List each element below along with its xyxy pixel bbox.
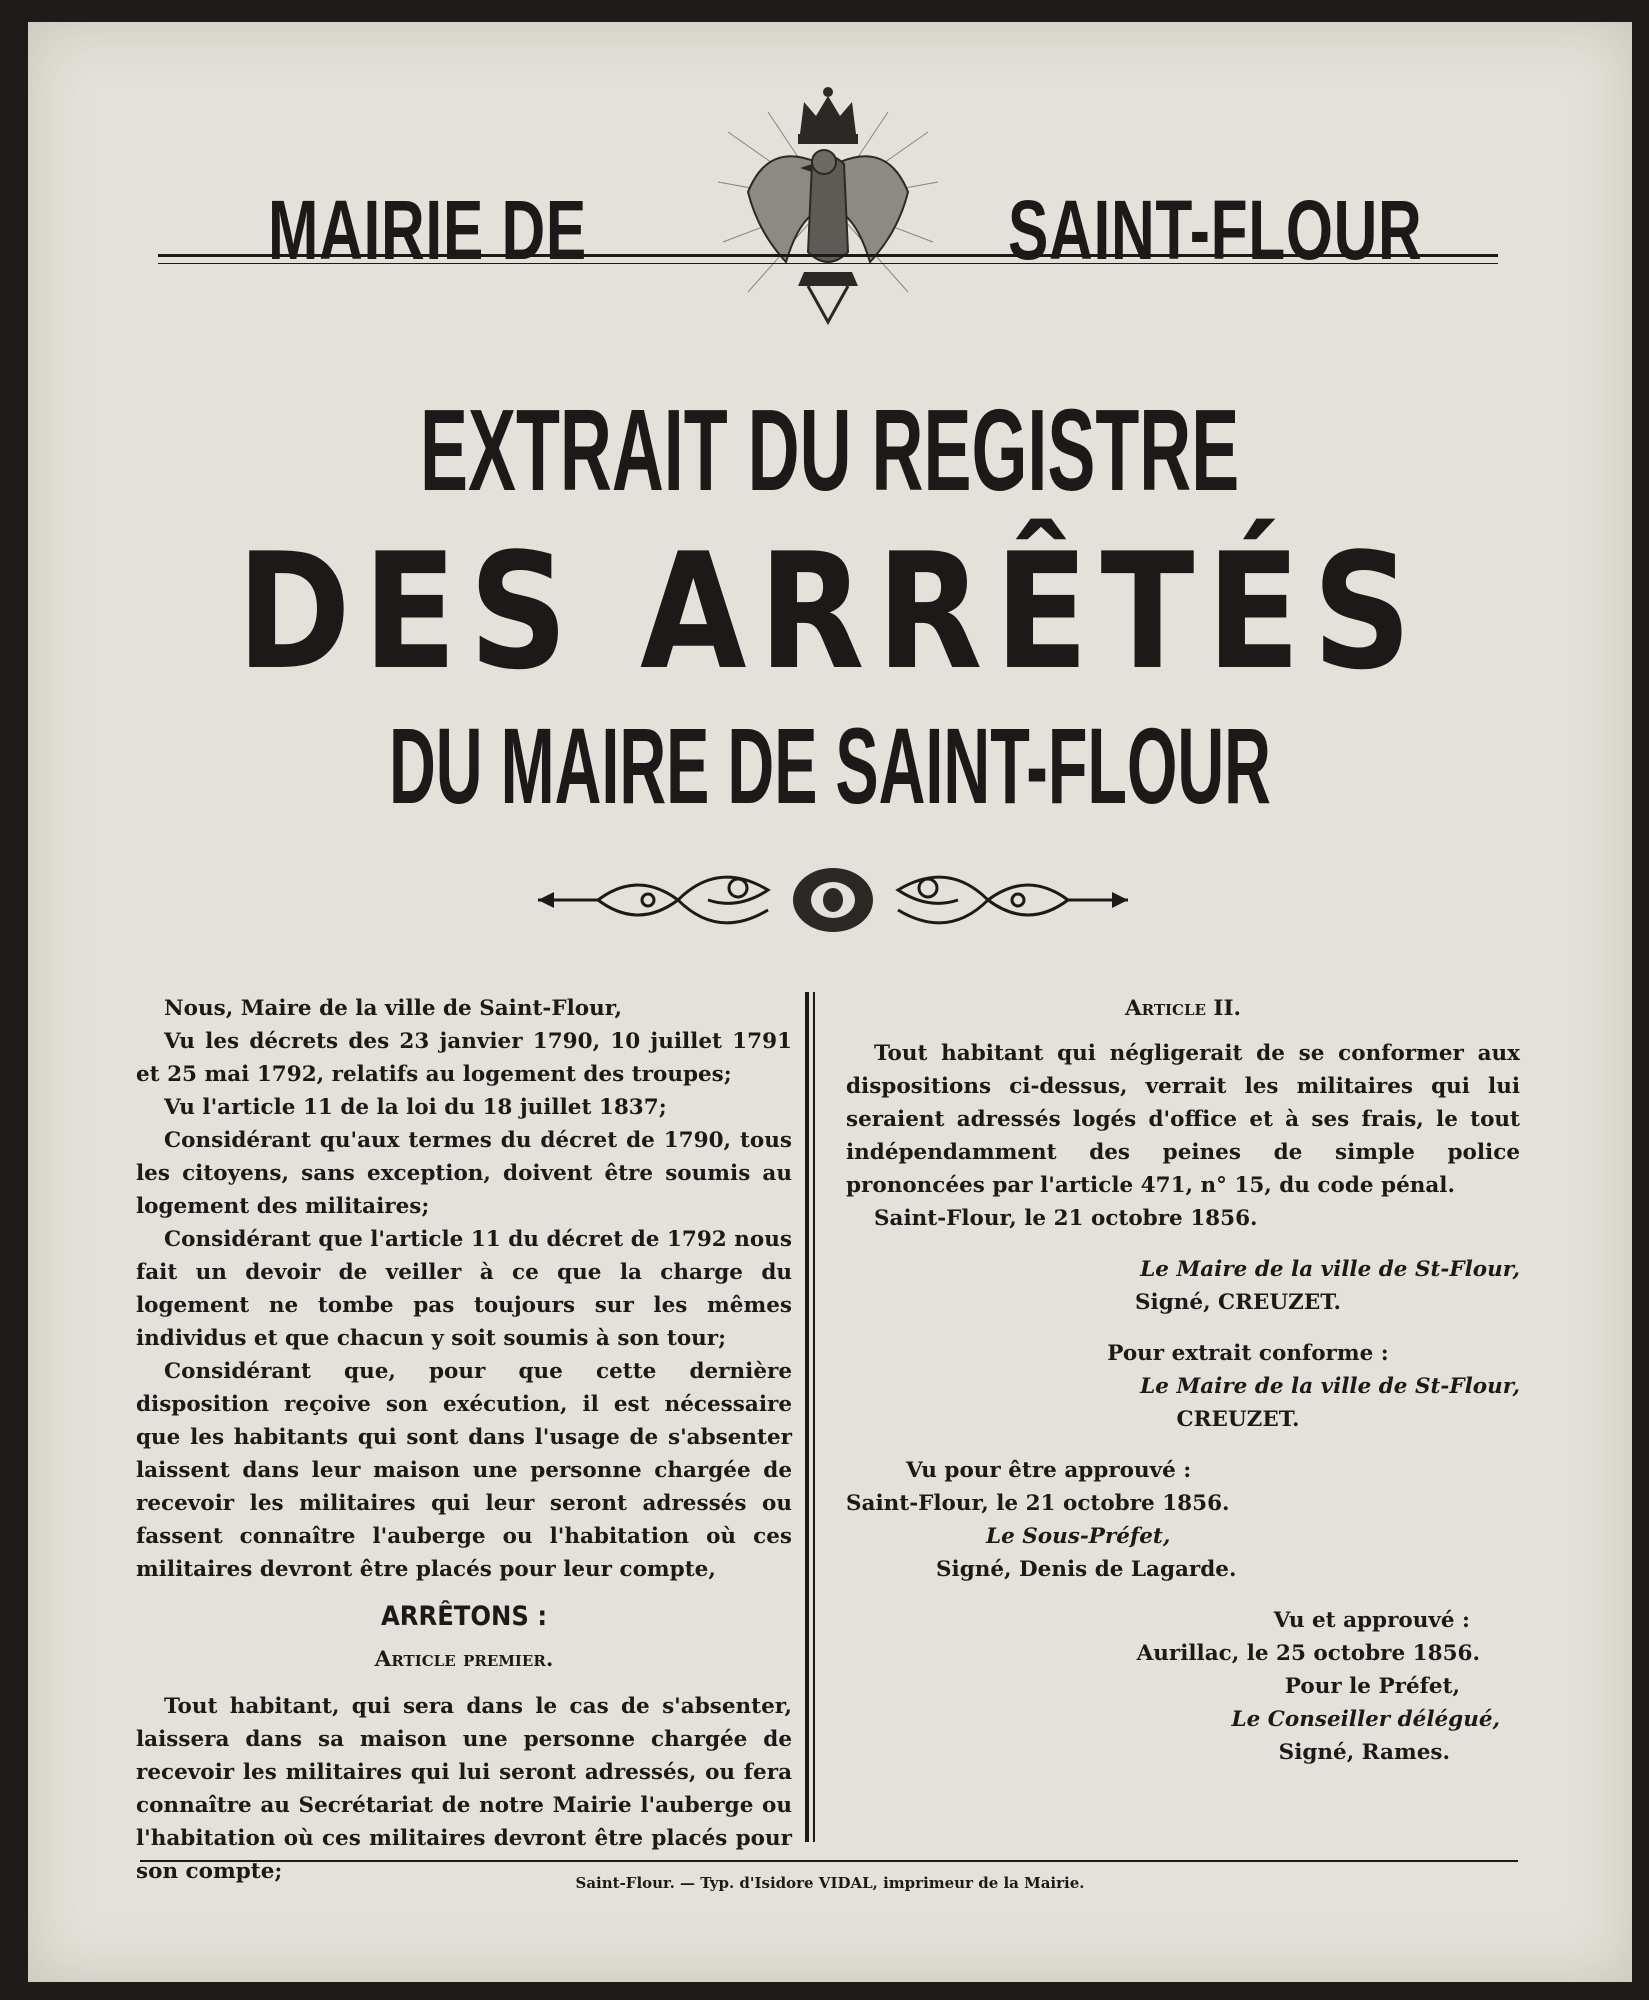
signature-1-title: Le Maire de la ville de St-Flour,	[1140, 1257, 1520, 1282]
extract-label: Pour extrait conforme :	[1107, 1341, 1389, 1366]
article-2-text: Tout habitant qui négligerait de se conformer aux dispositions ci-dessus, verrait les militaires qui lui seraient adressés logés d'office et à ses frais, le tout indépendamment des peines de simple police prononcées par l'article 471, n° 15, du code pénal.	[846, 1041, 1520, 1198]
date-aurillac: Aurillac, le 25 octobre 1856.	[1136, 1641, 1480, 1666]
footer-divider	[140, 1860, 1518, 1862]
date-saint-flour-2: Saint-Flour, le 21 octobre 1856.	[846, 1491, 1230, 1516]
header-divider	[158, 254, 1498, 264]
right-column	[846, 992, 1520, 1769]
left-column	[136, 992, 792, 1888]
column-divider	[805, 992, 815, 1842]
imperial-eagle-with-crown-icon	[708, 72, 948, 332]
councillor-name: Signé, Rames.	[1278, 1740, 1450, 1765]
article-2-heading: Article II.	[1124, 996, 1242, 1021]
title-line-1: EXTRAIT DU REGISTRE	[420, 385, 1240, 515]
prefect-label: Pour le Préfet,	[1284, 1674, 1460, 1699]
preamble-decrets: Vu les décrets des 23 janvier 1790, 10 juillet 1791 et 25 mai 1792, relatifs au logement des troupes;	[136, 1029, 792, 1087]
title-line-3: DU MAIRE DE SAINT-FLOUR	[388, 705, 1271, 826]
article-1-heading: Article premier.	[374, 1647, 554, 1672]
floral-scroll-ornament-icon	[538, 860, 1128, 940]
preamble-nous: Nous, Maire de la ville de Saint-Flour,	[164, 996, 622, 1021]
title-line-2: DES ARRÊTÉS	[236, 518, 1424, 705]
subprefect-title: Le Sous-Préfet,	[986, 1524, 1171, 1549]
signature-2-name: CREUZET.	[1176, 1407, 1300, 1432]
header-mairie-de: MAIRIE DE	[268, 183, 587, 277]
considerant-3: Considérant que, pour que cette dernière disposition reçoive son exécution, il est nécessaire que les habitants qui sont dans l'usage de s'absenter laissent dans leur maison une personne chargée de recevoir les militaires qui leur seront adressés ou fassent connaître l'auberge ou l'habitation où ces militaires devront être placés pour leur compte,	[136, 1359, 792, 1582]
considerant-1: Considérant qu'aux termes du décret de 1790, tous les citoyens, sans exception, doivent être soumis au logement des militaires;	[136, 1128, 792, 1219]
preamble-article-11: Vu l'article 11 de la loi du 18 juillet 1837;	[164, 1095, 667, 1120]
article-1-text: Tout habitant, qui sera dans le cas de s'absenter, laissera dans sa maison une personne chargée de recevoir les militaires qui lui seront adressés, ou fera connaître au Secrétariat de notre Mairie l'auberge ou l'habitation où ces militaires devront être placés pour son compte;	[136, 1694, 792, 1884]
councillor-title: Le Conseiller délégué,	[1231, 1707, 1500, 1732]
date-saint-flour-1: Saint-Flour, le 21 octobre 1856.	[874, 1206, 1258, 1231]
arretons-heading: ARRÊTONS :	[380, 1601, 548, 1632]
header-saint-flour: SAINT-FLOUR	[1008, 183, 1423, 277]
signature-1-name: Signé, CREUZET.	[1135, 1290, 1341, 1315]
printer-imprint: Saint-Flour. — Typ. d'Isidore VIDAL, imprimeur de la Mairie.	[575, 1874, 1085, 1892]
signature-2-title: Le Maire de la ville de St-Flour,	[1140, 1374, 1520, 1399]
subprefect-name: Signé, Denis de Lagarde.	[936, 1557, 1237, 1582]
approve-1-label: Vu pour être approuvé :	[906, 1458, 1192, 1483]
poster	[28, 22, 1632, 1982]
approve-2-label: Vu et approuvé :	[1273, 1608, 1470, 1633]
considerant-2: Considérant que l'article 11 du décret de 1792 nous fait un devoir de veiller à ce que la charge du logement ne tombe pas toujours sur les mêmes individus et que chacun y soit soumis à son tour;	[136, 1227, 792, 1351]
